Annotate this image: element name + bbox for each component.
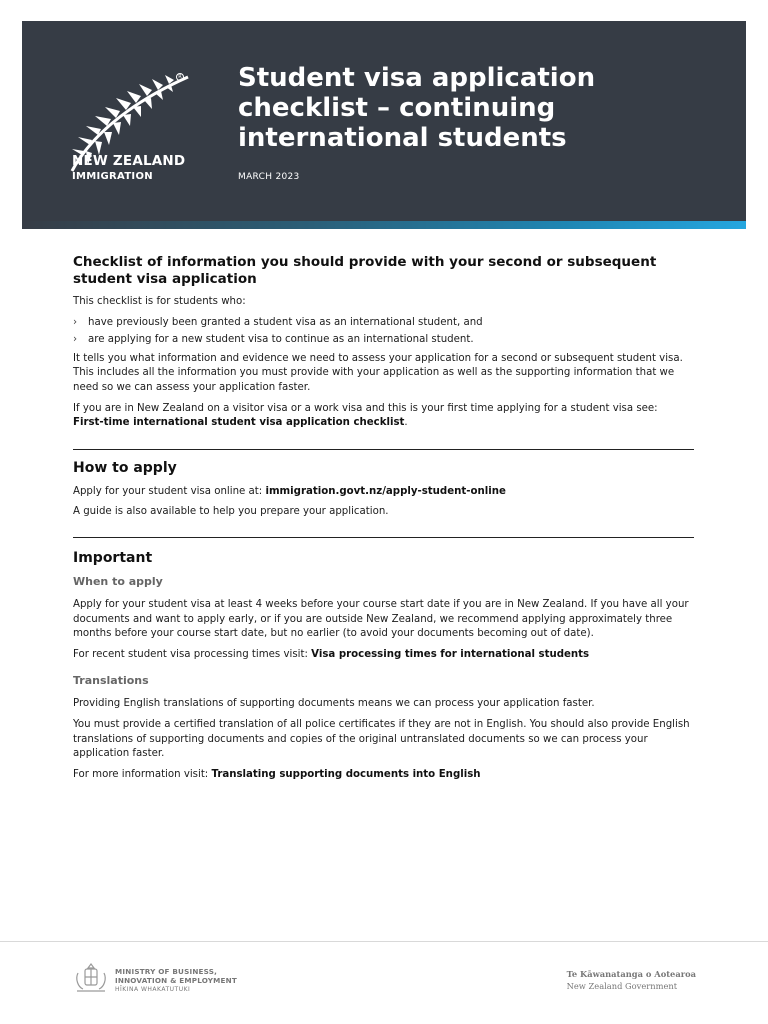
intro-lead: This checklist is for students who: [73,296,246,307]
mbie-line2: INNOVATION & EMPLOYMENT [115,976,237,985]
list-item [73,316,694,331]
intro-section [73,254,694,431]
when-to-apply-subheading: When to apply [73,574,163,588]
first-time-period: . [404,417,408,429]
nz-government-english-name: New Zealand Government [566,981,678,991]
coat-of-arms-icon [73,963,109,995]
mbie-logo-text [115,967,237,994]
registered-mark-icon: R [176,73,184,81]
intro-paragraph: It tells you what information and evidence we need to assess your application for a second or subsequent student visa. This includes all the information you must provide with your application as well as the supporting information that we need so we can assess your application faster. [73,352,683,393]
list-item-text: are applying for a new student visa to continue as an international student. [88,334,474,346]
section-divider [73,537,694,538]
header-accent-strip [22,221,746,229]
chevron-right-icon: › [73,334,78,346]
translations-subheading: Translations [73,674,149,688]
eligibility-list [73,316,694,348]
mbie-line3: HĪKINA WHAKATUTUKI [115,986,191,993]
processing-times-line [73,648,694,663]
document-title: Student visa application checklist – continuing international students [238,63,596,153]
intro-heading-part2: provide with your second or subsequent student visa application [73,254,657,287]
how-to-apply-heading: How to apply [73,459,177,476]
how-to-apply-section [73,460,694,520]
mbie-line1: MINISTRY OF BUSINESS, [115,967,218,976]
footer-divider [0,941,768,942]
nz-government-maori-name: Te Kāwanatanga o Aotearoa [566,969,696,979]
translations-paragraph-1: Providing English translations of supporting documents means we can process your application faster. [73,698,595,710]
document-date: MARCH 2023 [238,172,300,182]
translations-paragraph-2: You must provide a certified translation of all police certificates if they are not in English. You should also provide English translations of supporting documents and copies of the original untranslated documents so we can process your application faster. [73,718,690,760]
when-to-apply-paragraph: Apply for your student visa at least 4 weeks before your course start date if you are in New Zealand. If you have all your documents and want to apply early, or if you are outside New Zealand, we recommend applying approximately three months before your course start date, but no earlier (to avoid your documents becoming out of date). [73,598,689,640]
intro-heading-emphasis: should [293,254,345,270]
document-header [22,21,746,229]
translations-info-line [73,768,694,783]
important-heading: Important [73,549,153,566]
processing-times-link[interactable]: Visa processing times for international students [311,648,590,660]
list-item [73,333,694,348]
logo-text-line1: NEW ZEALAND [72,153,186,169]
translations-link[interactable]: Translating supporting documents into English [211,768,481,780]
translations-info-text: For more information visit: [73,768,212,780]
first-time-text: If you are in New Zealand on a visitor visa or a work visa and this is your first time applying for a student visa see: [73,402,658,414]
guide-line: A guide is also available to help you prepare your application. [73,506,389,518]
logo-text-line2: IMMIGRATION [72,171,153,182]
document-body [73,254,694,788]
intro-heading [73,254,694,288]
section-divider [73,449,694,450]
list-item-text: have previously been granted a student visa as an international student, and [88,316,483,328]
first-time-checklist-link[interactable]: First-time international student visa application checklist [73,417,405,429]
nz-government-logo [567,968,696,992]
first-time-paragraph [73,402,694,431]
chevron-right-icon: › [73,316,78,328]
processing-times-text: For recent student visa processing times visit: [73,648,312,660]
important-section [73,550,694,782]
intro-heading-part1: Checklist of information you [73,254,294,270]
apply-online-link[interactable]: immigration.govt.nz/apply-student-online [265,485,506,497]
apply-online-text: Apply for your student visa online at: [73,485,266,497]
apply-online-line [73,485,694,500]
